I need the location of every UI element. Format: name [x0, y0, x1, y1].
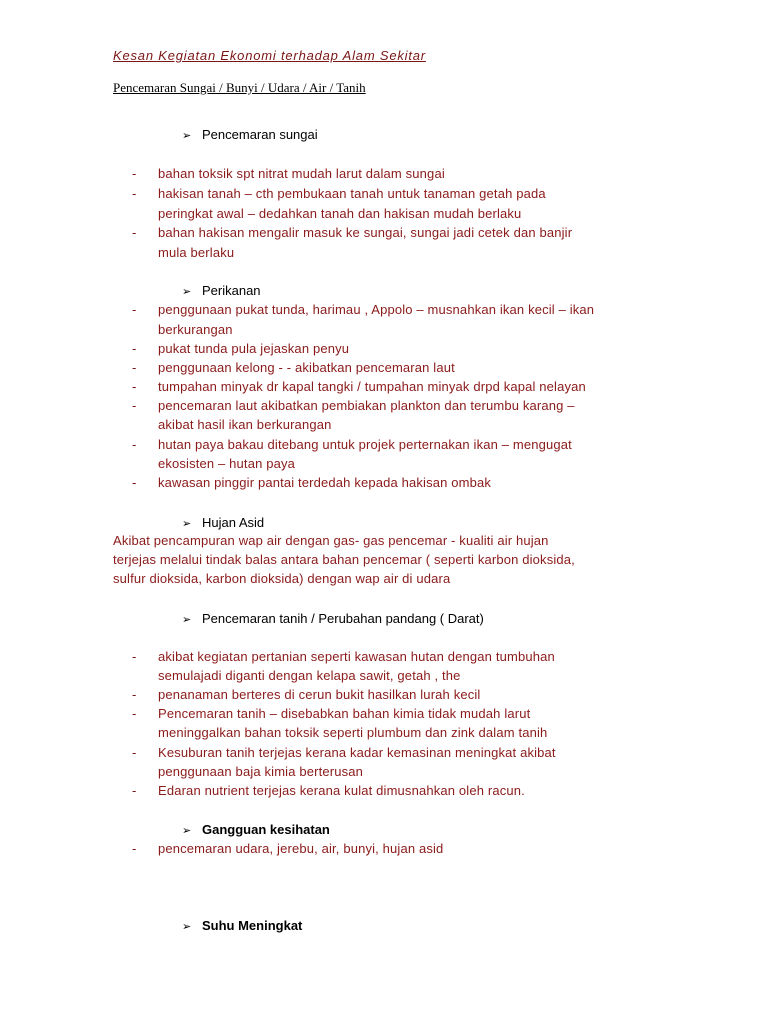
document-title: Kesan Kegiatan Ekonomi terhadap Alam Sekitar	[113, 48, 426, 63]
section-heading-pencemaran-tanih: ➢ Pencemaran tanih / Perubahan pandang ( Darat)	[182, 611, 484, 626]
paragraph-line: Akibat pencampuran wap air dengan gas- gas pencemar - kualiti air hujan	[113, 533, 549, 548]
arrow-bullet-icon: ➢	[182, 286, 192, 298]
arrow-bullet-icon: ➢	[182, 518, 192, 530]
arrow-bullet-icon: ➢	[182, 614, 192, 626]
arrow-bullet-icon: ➢	[182, 130, 192, 142]
paragraph-line: sulfur dioksida, karbon dioksida) dengan wap air di udara	[113, 571, 451, 586]
document-page: Kesan Kegiatan Ekonomi terhadap Alam Sekitar Pencemaran Sungai / Bunyi / Udara / Air / Tanih ➢ Pencemaran sungai - bahan toksik spt nitrat mudah larut dalam sungai - hakisan tanah – cth pembukaan tanah untuk tanaman getah pada peringkat awal – dedahkan tanah dan hakisan mudah berlaku - bahan hakisan mengalir masuk ke sungai, sungai jadi cetek dan banjir mula berlaku ➢ Perikanan - penggunaan pukat tunda, harimau , Appolo – musnahkan ikan kecil – ikan berkurangan - pukat tunda pula jejaskan penyu - penggunaan kelong - - akibatkan pencemaran laut - tumpahan minyak dr kapal tangki / tumpahan minyak drpd kapal nelayan - pencemaran laut akibatkan pembiakan plankton dan terumbu karang – akibat hasil ikan berkurangan - hutan paya bakau ditebang untuk projek perternakan ikan – mengugat ekosisten – hutan paya - kawasan pinggir pantai terdedah kepada hakisan ombak ➢ Hujan Asid Akibat pencampuran wap air dengan gas- gas pencemar - kualiti air hujan terjejas melalui tindak balas antara bahan pencemar ( seperti karbon dioksida, sulfur dioksida, karbon dioksida) dengan wap air di udara ➢ Pencemaran tanih / Perubahan pandang ( Darat) - akibat kegiatan pertanian seperti kawasan hutan dengan tumbuhan semulajadi diganti dengan kelapa sawit, getah , the - penanaman berteres di cerun bukit hasilkan lurah kecil - Pencemaran tanih – disebabkan bahan kimia tidak mudah larut meninggalkan bahan toksik seperti plumbum dan zink dalam tanih - Kesuburan tanih terjejas kerana kadar kemasinan meningkat akibat penggunaan baja kimia berterusan - Edaran nutrient terjejas kerana kulat dimusnahkan oleh racun. ➢ Gangguan kesihatan - pencemaran udara, jerebu, air, bunyi, hujan asid ➢ Suhu Meningkat	[113, 48, 595, 933]
arrow-bullet-icon: ➢	[182, 825, 192, 837]
section-heading-pencemaran-sungai: ➢ Pencemaran sungai	[182, 127, 318, 142]
document-subtitle: Pencemaran Sungai / Bunyi / Udara / Air / Tanih	[113, 80, 366, 95]
section-heading-suhu-meningkat: ➢ Suhu Meningkat	[182, 918, 303, 933]
section-heading-hujan-asid: ➢ Hujan Asid	[182, 515, 265, 530]
section-heading-gangguan-kesihatan: ➢ Gangguan kesihatan	[182, 822, 330, 837]
arrow-bullet-icon: ➢	[182, 921, 192, 933]
section-heading-perikanan: ➢ Perikanan	[182, 283, 261, 298]
paragraph-line: terjejas melalui tindak balas antara bahan pencemar ( seperti karbon dioksida,	[113, 552, 575, 567]
